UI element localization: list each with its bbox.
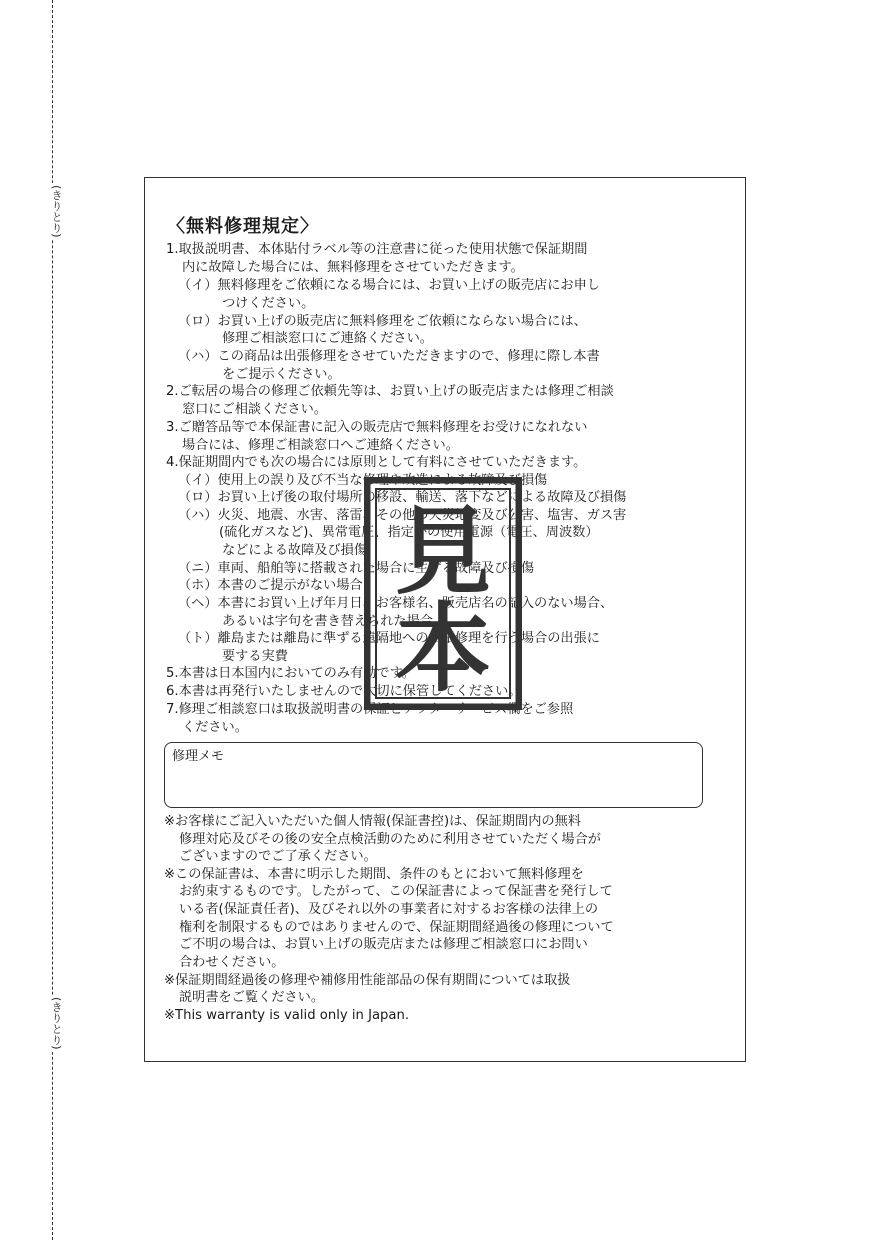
note-line: ※保証期間経過後の修理や補修用性能部品の保有期間については取扱 [164, 973, 571, 988]
rule-line: ください。 [182, 720, 248, 735]
rule-line: 7.修理ご相談窓口は取扱説明書の保証とアフターサービス欄をご参照 [166, 702, 574, 717]
rule-line: （ヘ）本書にお買い上げ年月日、お客様名、販売店名の記入のない場合、 [178, 596, 614, 611]
rule-line: 1.取扱説明書、本体貼付ラベル等の注意書に従った使用状態で保証期間 [166, 242, 588, 257]
rule-line: 内に故障した場合には、無料修理をさせていただきます。 [182, 260, 524, 275]
stamp-char-2: 本 [395, 593, 491, 705]
rule-line: 修理ご相談窓口にご連絡ください。 [222, 331, 433, 346]
rule-line: などによる故障及び損傷 [222, 543, 368, 558]
rule-line: （ハ）火災、地震、水害、落雷、その他の天災地変及び公害、塩害、ガス害 [178, 508, 627, 523]
note-line: ※This warranty is valid only in Japan. [164, 1008, 410, 1023]
rule-line: つけください。 [222, 296, 315, 311]
note-line: 修理対応及びその後の安全点検活動のために利用させていただく場合が [179, 832, 601, 847]
note-line: お約束するものです。したがって、この保証書によって保証書を発行して [179, 884, 613, 899]
rule-line: （イ）使用上の誤り及び不当な修理や改造による故障及び損傷 [178, 473, 548, 488]
cut-label-top: (きりとり) [44, 183, 62, 240]
rule-line: （ハ）この商品は出張修理をさせていただきますので、修理に際し本書 [178, 349, 600, 364]
note-line: 権利を制限するものではありませんので、保証期間経過後の修理について [179, 920, 614, 935]
rule-line: （ロ）お買い上げ後の取付場所の移設、輸送、落下などによる故障及び損傷 [178, 490, 627, 505]
warranty-card [144, 177, 746, 1062]
note-line: 合わせください。 [179, 955, 285, 970]
rule-line: （ホ）本書のご提示がない場合 [178, 578, 363, 593]
rule-line: 場合には、修理ご相談窓口へご連絡ください。 [182, 438, 459, 453]
memo-label: 修理メモ [172, 749, 225, 764]
rule-line: あるいは字句を書き替えられた場合 [222, 614, 433, 629]
note-line: ※お客様にご記入いただいた個人情報(保証書控)は、保証期間内の無料 [164, 814, 581, 829]
stamp-char-1: 見 [395, 496, 491, 608]
cut-label-bottom: (きりとり) [44, 995, 62, 1052]
page-title: 〈無料修理規定〉 [167, 216, 319, 237]
rule-line: 6.本書は再発行いたしませんので大切に保管してください。 [166, 684, 522, 699]
rule-line: 5.本書は日本国内においてのみ有効です。 [166, 666, 415, 681]
rule-line: 窓口にご相談ください。 [182, 402, 328, 417]
note-line: ご不明の場合は、お買い上げの販売店または修理ご相談窓口にお問い [179, 937, 588, 952]
repair-memo-box[interactable] [164, 742, 703, 808]
rule-line: 4.保証期間内でも次の場合には原則として有料にさせていただきます。 [166, 455, 587, 470]
note-line: ※この保証書は、本書に明示した期間、条件のもとにおいて無料修理を [164, 867, 584, 882]
rule-line: （イ）無料修理をご依頼になる場合には、お買い上げの販売店にお申し [178, 278, 600, 293]
note-line: 説明書をご覧ください。 [179, 990, 325, 1005]
rule-line: （ト）離島または離島に準ずる遠隔地への出張修理を行う場合の出張に [178, 631, 600, 646]
rule-line: (硫化ガスなど)、異常電圧、指定外の使用電源（電圧、周波数） [219, 525, 599, 540]
note-line: いる者(保証責任者)、及びそれ以外の事業者に対するお客様の法律上の [179, 902, 599, 917]
rule-line: をご提示ください。 [222, 367, 341, 382]
rule-line: （ロ）お買い上げの販売店に無料修理をご依頼にならない場合には、 [178, 314, 587, 329]
rule-line: 3.ご贈答品等で本保証書に記入の販売店で無料修理をお受けになれない [166, 420, 588, 435]
rule-line: 要する実費 [222, 649, 288, 664]
rule-line: （ニ）車両、船舶等に搭載された場合に生ずる故障及び損傷 [178, 561, 535, 576]
rule-line: 2.ご転居の場合の修理ご依頼先等は、お買い上げの販売店または修理ご相談 [166, 384, 614, 399]
note-line: ございますのでご了承ください。 [179, 849, 377, 864]
